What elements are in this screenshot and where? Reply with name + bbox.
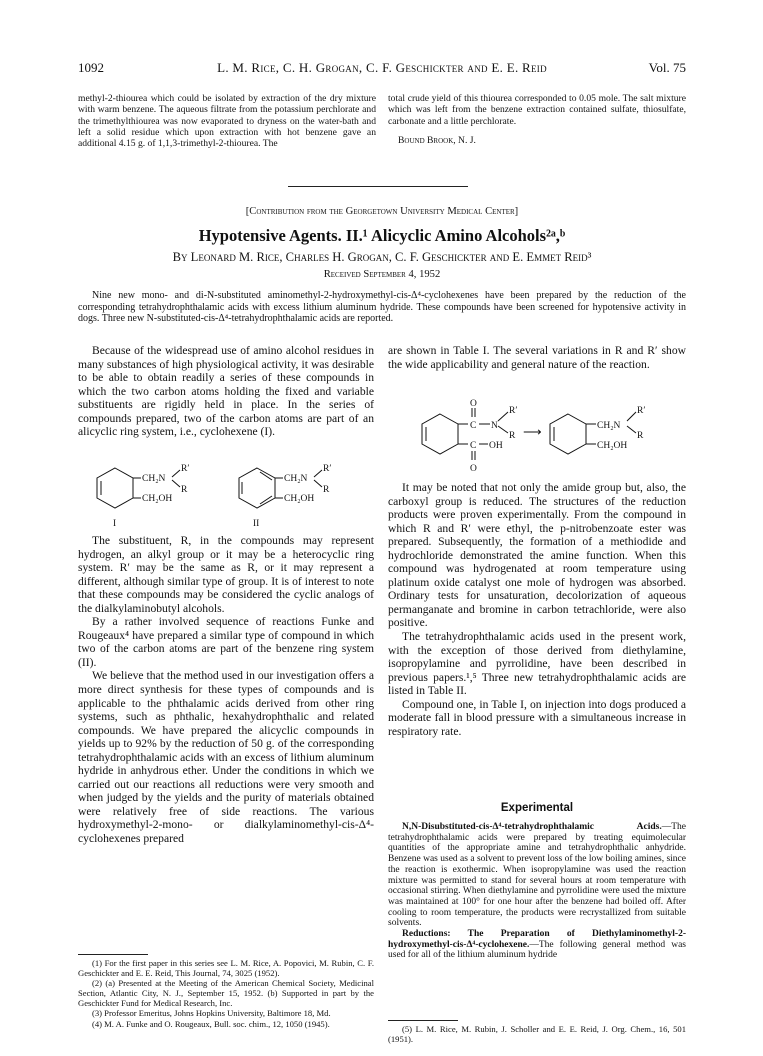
struct-i-ch2n: CH₂N [142, 474, 166, 484]
scheme-left-r: R [509, 431, 516, 441]
reaction-scheme [420, 396, 680, 476]
received-date: Received September 4, 1952 [323, 269, 441, 280]
scheme-top-c: C [470, 421, 477, 431]
table-reference-paragraph: are shown in Table I. The several variations in R and R′ show the wide applicability and general nature of the reaction. [388, 344, 686, 371]
struct-i-rprime: R′ [181, 464, 190, 474]
scheme-n: N [491, 421, 498, 431]
scheme-right-ch2n: CH₂N [597, 421, 621, 431]
previous-article-left [78, 93, 376, 149]
intro-paragraph: Because of the widespread use of amino alcohol residues in many substances of high physiological activity, it was desirable to be able to obtain readily a series of these compounds in which the two carbon atoms holding the fixed and variable substituents are rigidly held in place. In the series of compounds prepared, two of the carbon atoms are part of an alicyclic ring system, i.e., cyclohexene (I). [78, 344, 374, 439]
struct-ii-ch2n: CH₂N [284, 474, 308, 484]
article-separator [288, 186, 468, 187]
article-authors: By Leonard M. Rice, Charles H. Grogan, C. F. Geschickter and E. Emmet Reid³ [172, 250, 592, 264]
structures-i-ii [95, 462, 365, 528]
reduction-paragraph: It may be noted that not only the amide group but, also, the carboxyl group is reduced. The structures of the reduction products were proven experimentally. From the compound in which R and R′ were ethyl, the p-nitrobenzoate ester was prepared. Subsequently, the formation of a methiodide and hydrochloride demonstrated the amine function. When this compound was hydrogenated at room temperature using platinum oxide catalyst one mole of hydrogen was absorbed. Ordinary tests for unsaturation, decolorization of aqueous permanganate and bromine in carbon tetrachloride, were also positive. [388, 481, 686, 630]
footnote-5: (5) L. M. Rice, M. Rubin, J. Scholler and E. E. Reid, J. Org. Chem., 16, 501 (1951). [388, 1024, 686, 1045]
right-column-top [388, 344, 686, 371]
abstract: Nine new mono- and di-N-substituted aminomethyl-2-hydroxymethyl-cis-Δ⁴-cyclohexenes have been prepared by the reduction of the corresponding tetrahydrophthalamic acids with excess lithium aluminum hydride. These compounds have been screened for hypotensive activity in dogs. Three new N-substituted-cis-Δ⁴-tetrahydrophthalamic acids are reported. [78, 290, 686, 325]
previous-article-right [388, 93, 686, 146]
page-number: 1092 [78, 60, 104, 75]
scheme-left-rprime: R′ [509, 406, 518, 416]
footnote-1: (1) For the first paper in this series see L. M. Rice, A. Popovici, M. Rubin, C. F. Geschickter and E. E. Reid, This Journal, 74, 3025 (1952). [78, 958, 374, 979]
scheme-right-r: R [637, 431, 644, 441]
volume-label: Vol. 75 [648, 60, 686, 75]
right-column-body [388, 481, 686, 738]
scheme-bottom-c: C [470, 441, 477, 451]
scheme-oh: OH [489, 441, 503, 451]
struct-i-label: I [113, 519, 117, 528]
experimental-acids-text: —The tetrahydrophthalamic acids were prepared by treating equimolecular quantities of the appropriate amine and tetrahydrophthalic anhydride. Benzene was used as a solvent to prevent loss of the low boiling amines, since the reaction is exothermic. When isopropylamine was used the reaction mixture was permitted to stand for several hours at room temperature with occasional stirring. When diethylamine and pyrrolidine were used the mixture was maintained at 100° for one hour after the benzene had boiled off. After cooling to room temperature, the products were recrystallized from suitable solvents. [388, 822, 686, 929]
running-authors: L. M. Rice, C. H. Grogan, C. F. Geschickter and E. E. Reid [217, 60, 547, 75]
previous-article-left-text: methyl-2-thiourea which could be isolated by extraction of the dry mixture with warm benzene. The aqueous filtrate from the potassium perchlorate and the trimethylthiourea was now evaporated to dryness on the water-bath and left a solid residue which upon extraction with hot benzene gave an additional 4.15 g. of 1,1,3-trimethyl-2-thiourea. The [78, 93, 376, 150]
experimental-acids-heading: N,N-Disubstituted-cis-Δ⁴-tetrahydrophthalamic Acids. [402, 822, 662, 832]
contribution-line: [Contribution from the Georgetown University Medical Center] [245, 206, 519, 217]
article-title: Hypotensive Agents. II.¹ Alicyclic Amino Alcohols²ᵃ,ᵇ [198, 226, 566, 245]
experimental-heading: Experimental [500, 802, 574, 814]
struct-ii-ch2oh: CH₂OH [284, 494, 315, 504]
struct-ii-rprime: R′ [323, 464, 332, 474]
left-column-body [78, 534, 374, 846]
dogs-paragraph: Compound one, in Table I, on injection into dogs produced a moderate fall in blood pressure with a simultaneous increase in respiratory rate. [388, 697, 686, 738]
experimental-body [388, 822, 686, 961]
footnote-rule-right [388, 1020, 458, 1021]
scheme-right-rprime: R′ [637, 406, 646, 416]
footnotes-left [78, 958, 374, 1029]
footnote-2: (2) (a) Presented at the Meeting of the American Chemical Society, Medicinal Section, Atlantic City, N. J., September 15, 1952. (b) Supported in part by the Geschickter Fund for Medical Research, Inc. [78, 978, 374, 1009]
experimental-acids-paragraph [388, 822, 686, 929]
previous-article-right-text: total crude yield of this thiourea corresponded to 0.05 mole. The salt mixture which was left from the benzene extraction contained sulfate, thiosulfate, carbonate and a little perchlorate. [388, 93, 686, 127]
footnote-3: (3) Professor Emeritus, Johns Hopkins University, Baltimore 18, Md. [92, 1008, 331, 1019]
acids-paragraph: The tetrahydrophthalamic acids used in the present work, with the exception of those derived from diethylamine, isopropylamine and pyrrolidine, have been described in previous papers.¹,⁵ Three new tetrahydrophthalamic acids are listed in Table II. [388, 630, 686, 698]
struct-i-ch2oh: CH₂OH [142, 494, 173, 504]
scheme-right-ch2oh: CH₂OH [597, 441, 628, 451]
scheme-arrow: ⟶ [523, 424, 542, 439]
struct-ii-label: II [253, 519, 260, 528]
footnote-rule [78, 954, 148, 955]
previous-article-location: Bound Brook, N. J. [398, 134, 476, 146]
scheme-bottom-o: O [470, 464, 477, 474]
experimental-reductions-heading: Reductions: The Preparation of Diethylaminomethyl-2-hydroxymethyl-cis-Δ⁴-cyclohexene. [388, 929, 686, 950]
experimental-reductions-paragraph [388, 929, 686, 961]
struct-i-r: R [181, 485, 188, 495]
scheme-top-o: O [470, 399, 477, 409]
left-column-top [78, 344, 374, 439]
footnote-4: (4) M. A. Funke and O. Rougeaux, Bull. soc. chim., 12, 1050 (1945). [92, 1018, 330, 1029]
method-paragraph: We believe that the method used in our investigation offers a more direct synthesis for these types of compounds and is applicable to the phthalamic acids derived from other ring systems, such as phthalic, hexahydrophthalic and related compounds. We have prepared the alicyclic compounds in yields up to 92% by the reduction of 50 g. of the corresponding tetrahydrophthalamic acids with an excess of lithium aluminum hydride in anhydrous ether. Under the conditions in which we carried out our reactions all reductions were very smooth and when judged by the yields and the purity of materials obtained were relatively free of side reactions. The various hydroxymethyl-2-mono- or dialkylaminomethyl-cis-Δ⁴-cyclohexenes prepared [78, 669, 374, 846]
experimental-reductions-text: —The following general method was used for all of the lithium aluminum hydride [388, 939, 686, 961]
substituent-paragraph: The substituent, R, in the compounds may represent hydrogen, an alkyl group or it may be a heterocyclic ring system. R′ may be the same as R, or it may represent a different, although similar type of group. It is of interest to note that these compounds may be considered the cyclic analogs of the dialkylaminobutyl alcohols. [78, 534, 374, 615]
funke-paragraph: By a rather involved sequence of reactions Funke and Rougeaux⁴ have prepared a similar type of compound in which two of the carbon atoms are part of the benzene ring system (II). [78, 615, 374, 669]
running-header [78, 60, 686, 80]
footnotes-right [388, 1024, 686, 1044]
struct-ii-r: R [323, 485, 330, 495]
